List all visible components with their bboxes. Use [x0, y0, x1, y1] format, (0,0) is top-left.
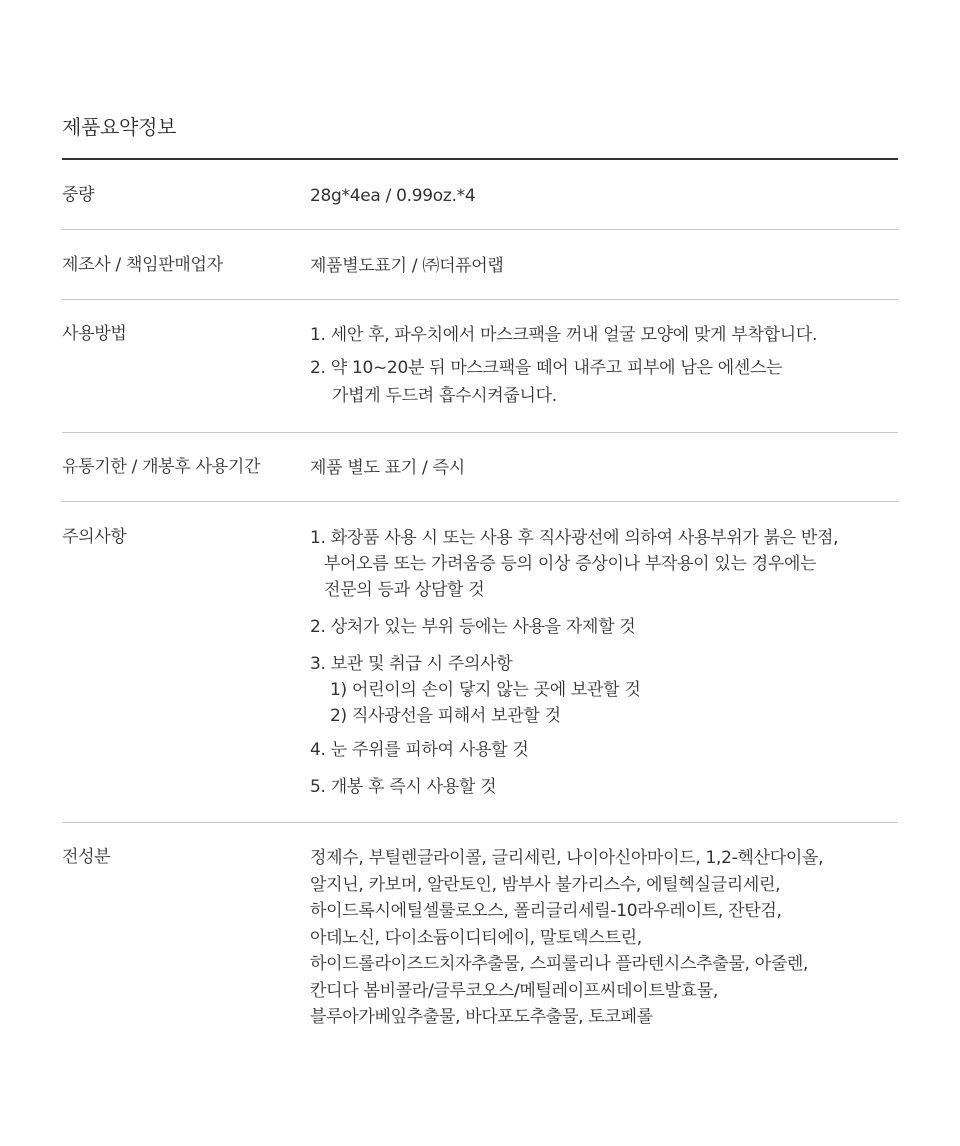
row-divider	[62, 822, 898, 823]
row-divider	[62, 432, 898, 433]
row-label: 전성분	[62, 847, 111, 867]
caution-4: 4. 눈 주위를 피하여 사용할 것	[310, 740, 529, 760]
usage-step-2-cont: 가볍게 두드려 흡수시켜줍니다.	[332, 386, 557, 406]
ingredient-line: 블루아가베잎추출물, 바다포도추출물, 토코페롤	[310, 1007, 653, 1027]
usage-step-1: 1. 세안 후, 파우치에서 마스크팩을 꺼내 얼굴 모양에 맞게 부착합니다.	[310, 325, 818, 345]
caution-3-sub-2: 2) 직사광선을 피해서 보관할 것	[330, 706, 561, 726]
title-divider	[62, 158, 898, 160]
page-title: 제품요약정보	[62, 115, 177, 139]
row-label: 주의사항	[62, 527, 127, 547]
row-divider	[62, 501, 898, 502]
ingredient-line: 알지닌, 카보머, 알란토인, 밤부사 불가리스수, 에틸헥실글리세린,	[310, 874, 781, 895]
row-value	[310, 455, 898, 481]
row-label: 사용방법	[62, 324, 127, 344]
ingredient-line: 하이드록시에틸셀룰로오스, 폴리글리세릴-10라우레이트, 잔탄검,	[310, 901, 782, 921]
caution-1: 1. 화장품 사용 시 또는 사용 후 직사광선에 의하여 사용부위가 붉은 반점,	[310, 528, 839, 548]
ingredient-line: 하이드롤라이즈드치자추출물, 스피룰리나 플라텐시스추출물, 아줄렌,	[310, 954, 809, 974]
row-divider	[62, 229, 898, 230]
row-value	[310, 253, 898, 279]
ingredient-line: 아데노신, 다이소듐이디티에이, 말토덱스트린,	[310, 927, 642, 948]
caution-1-cont: 전문의 등과 상담할 것	[324, 580, 485, 600]
row-label: 제조사 / 책임판매업자	[62, 255, 223, 275]
caution-2: 2. 상처가 있는 부위 등에는 사용을 자제할 것	[310, 617, 636, 637]
usage-step-2: 2. 약 10~20분 뒤 마스크팩을 떼어 내주고 피부에 남은 에센스는	[310, 358, 783, 378]
row-label: 중량	[62, 185, 95, 205]
row-value	[310, 845, 898, 1031]
row-value	[310, 183, 898, 209]
caution-3: 3. 보관 및 취급 시 주의사항	[310, 654, 513, 674]
caution-5: 5. 개봉 후 즉시 사용할 것	[310, 777, 497, 797]
caution-3-sub-1: 1) 어린이의 손이 닿지 않는 곳에 보관할 것	[330, 680, 641, 700]
value-line: 28g*4ea / 0.99oz.*4	[310, 186, 476, 206]
ingredient-line: 정제수, 부틸렌글라이콜, 글리세린, 나이아신아마이드, 1,2-헥산다이올,	[310, 848, 824, 868]
ingredient-line: 칸디다 봄비콜라/글루코오스/메틸레이프씨데이트발효물,	[310, 980, 718, 1001]
value-line: 제품별도표기 / ㈜더퓨어랩	[310, 256, 504, 276]
row-divider	[62, 299, 898, 300]
row-label: 유통기한 / 개봉후 사용기간	[62, 457, 261, 477]
caution-1-cont: 부어오름 또는 가려움증 등의 이상 증상이나 부작용이 있는 경우에는	[324, 554, 817, 574]
value-line: 제품 별도 표기 / 즉시	[310, 458, 465, 478]
